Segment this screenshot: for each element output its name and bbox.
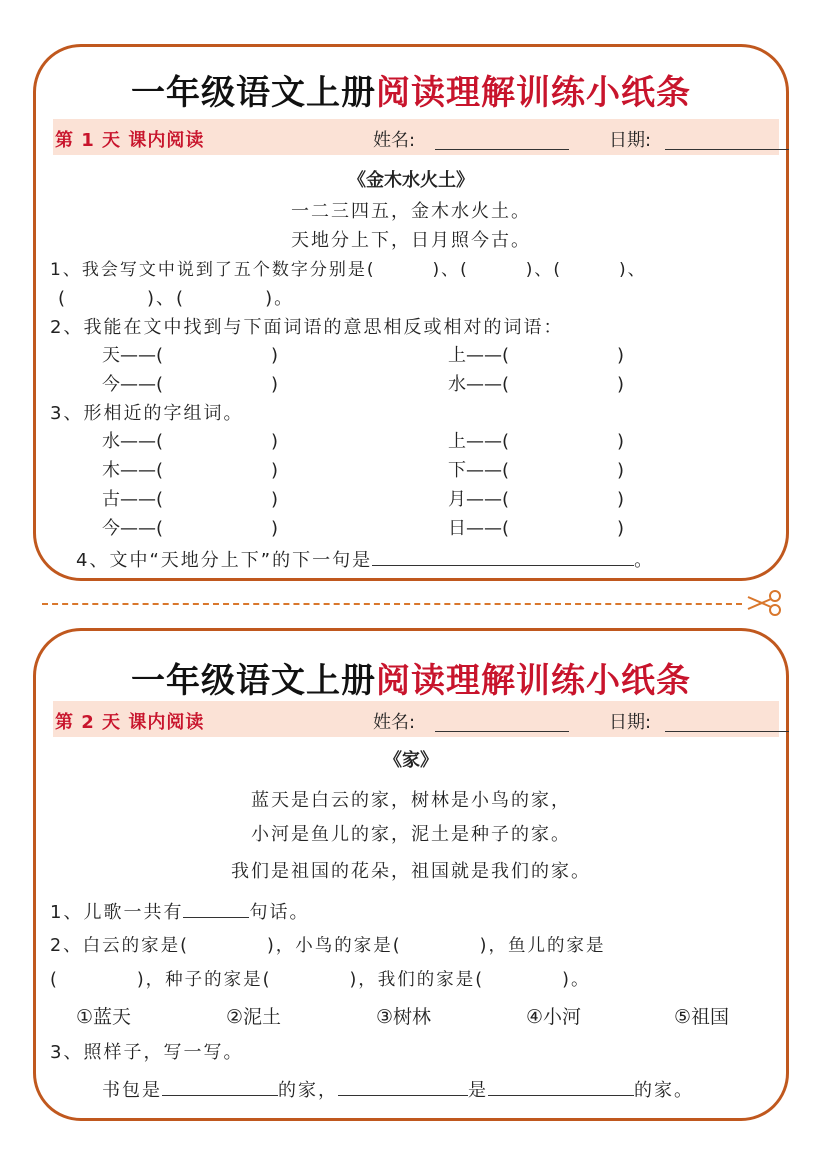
answer-blank[interactable] — [162, 1077, 278, 1096]
poem-line: 蓝天是白云的家，树林是小鸟的家， — [251, 790, 571, 811]
cut-line — [42, 603, 742, 605]
answer-item[interactable]: 上——( ) — [448, 345, 625, 366]
name-label: 姓名: — [373, 712, 416, 733]
answer-item[interactable]: 天——( ) — [102, 345, 279, 366]
poem-line: 天地分上下，日月照今古。 — [291, 230, 531, 251]
day-label: 第 2 天 课内阅读 — [55, 712, 205, 733]
date-label: 日期: — [609, 130, 652, 151]
option-3: ③树林 — [376, 1006, 432, 1028]
question-2-cont: ( )，种子的家是( )，我们的家是( )。 — [50, 970, 591, 990]
info-bar — [53, 119, 779, 155]
scissors-icon — [744, 587, 786, 619]
question-3-example: 书包是 的家， 是 的家。 — [102, 1077, 694, 1103]
poem-line: 我们是祖国的花朵，祖国就是我们的家。 — [231, 861, 591, 882]
answer-blank[interactable] — [338, 1077, 468, 1096]
answer-item[interactable]: 今——( ) — [102, 374, 279, 395]
question-1-cont: ( )、( )。 — [58, 288, 295, 309]
question-3: 3、形相近的字组词。 — [50, 403, 244, 424]
question-1: 1、儿歌一共有 句话。 — [50, 899, 309, 925]
answer-item[interactable]: 月——( ) — [448, 489, 625, 510]
day-label: 第 1 天 课内阅读 — [55, 130, 205, 151]
answer-item[interactable]: 古——( ) — [102, 489, 279, 510]
option-5: ⑤祖国 — [674, 1006, 730, 1028]
name-field[interactable] — [435, 149, 569, 150]
question-3: 3、照样子，写一写。 — [50, 1042, 244, 1063]
name-field[interactable] — [435, 731, 569, 732]
answer-blank[interactable] — [372, 547, 634, 566]
name-label: 姓名: — [373, 130, 416, 151]
answer-item[interactable]: 上——( ) — [448, 431, 625, 452]
answer-item[interactable]: 木——( ) — [102, 460, 279, 481]
answer-item[interactable]: 水——( ) — [448, 374, 625, 395]
worksheet-card-day-2 — [33, 628, 789, 1121]
info-bar — [53, 701, 779, 737]
date-field[interactable] — [665, 731, 789, 732]
worksheet-card-day-1 — [33, 44, 789, 581]
answer-blank[interactable] — [183, 899, 249, 918]
poem-line: 一二三四五，金木水火土。 — [291, 201, 531, 222]
poem-title: 《家》 — [384, 750, 438, 771]
answer-item[interactable]: 水——( ) — [102, 431, 279, 452]
question-2: 2、白云的家是( )，小鸟的家是( )，鱼儿的家是 — [50, 936, 606, 956]
answer-item[interactable]: 今——( ) — [102, 518, 279, 539]
poem-title: 《金木水火土》 — [348, 170, 474, 191]
answer-item[interactable]: 下——( ) — [448, 460, 625, 481]
question-2: 2、我能在文中找到与下面词语的意思相反或相对的词语： — [50, 317, 564, 338]
question-4: 4、文中“天地分上下”的下一句是 。 — [76, 547, 654, 573]
option-2: ②泥土 — [226, 1006, 282, 1028]
date-label: 日期: — [609, 712, 652, 733]
worksheet-title: 一年级语文上册阅读理解训练小纸条 — [131, 73, 691, 113]
question-1: 1、我会写文中说到了五个数字分别是( )、( )、( )、 — [50, 260, 647, 280]
option-4: ④小河 — [526, 1006, 582, 1028]
answer-item[interactable]: 日——( ) — [448, 518, 625, 539]
worksheet-title: 一年级语文上册阅读理解训练小纸条 — [131, 661, 691, 701]
date-field[interactable] — [665, 149, 789, 150]
option-1: ①蓝天 — [76, 1006, 132, 1028]
poem-line: 小河是鱼儿的家，泥土是种子的家。 — [251, 824, 571, 845]
answer-blank[interactable] — [488, 1077, 634, 1096]
